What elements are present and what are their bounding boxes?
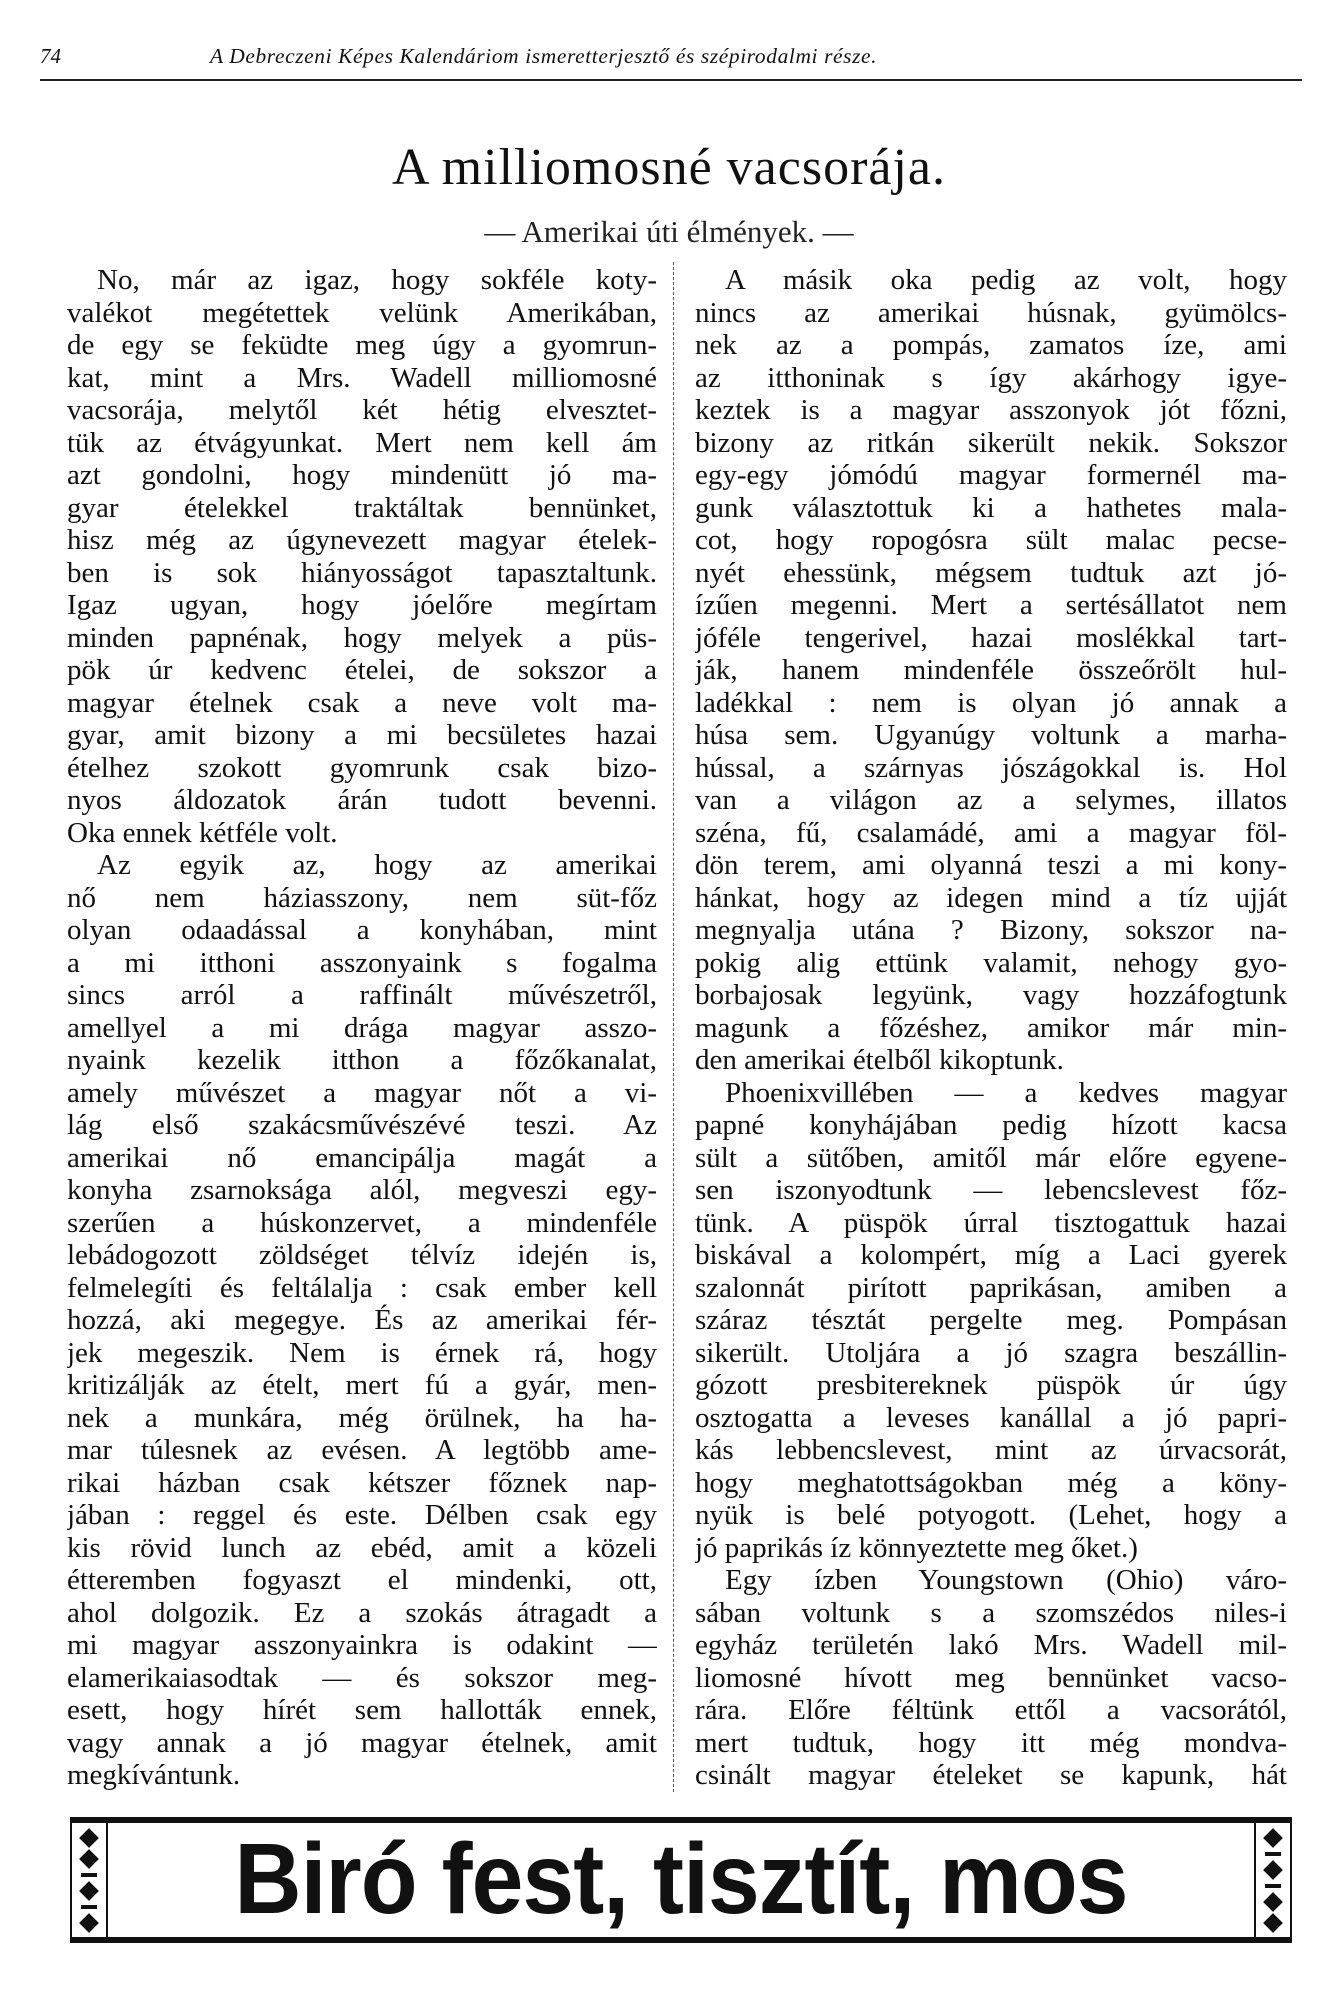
text-line: gózott presbitereknek püspök úr úgy [695,1369,1287,1401]
text-line: egyház területén lakó Mrs. Wadell mil- [695,1629,1287,1661]
text-line: Egy ízben Youngstown (Ohio) váro- [725,1564,1287,1596]
text-line: amely művészet a magyar nőt a vi- [67,1076,657,1109]
text-line: van a világon az a selymes, illatos [695,784,1287,816]
text-line: papné konyhájában pedig hízott kacsa [695,1109,1287,1141]
text-line: nyos áldozatok árán tudott bevenni. [67,784,657,816]
text-line: jóféle tengerivel, hazai moslékkal tart- [695,621,1287,654]
text-line: pokig alig ettünk valamit, nehogy gyo- [695,946,1287,979]
text-line: sült a sütőben, amitől már előre egyene- [695,1141,1287,1174]
column-divider [673,262,674,1792]
text-line: Oka ennek kétféle volt. [67,816,338,849]
text-line: Phoenixvillében — a kedves magyar [725,1076,1287,1109]
ornament-right-border [1254,1823,1292,1937]
text-line: tük az étvágyunkat. Mert nem kell ám [67,426,657,459]
text-line: ízűen megenni. Mert a sertésállatot nem [695,589,1287,621]
text-line: borbajosak legyünk, vagy hozzáfogtunk [695,979,1287,1011]
text-line: lág első szakácsművészévé teszi. Az [67,1109,657,1141]
text-line: magyar ételnek csak a neve volt ma- [67,686,657,719]
text-line: dön terem, ami olyanná teszi a mi kony- [695,849,1287,881]
text-line: keztek is a magyar asszonyok jót főzni, [695,394,1287,426]
text-line: hisz még az úgynevezett magyar ételek- [67,524,657,556]
text-line: hánkat, hogy az idegen mind a tíz ujját [695,881,1287,914]
text-line: jó paprikás íz könnyeztette meg őket.) [695,1531,1138,1564]
advertisement-banner [70,1817,1292,1943]
text-line: kis rövid lunch az ebéd, amit a közeli [67,1531,657,1564]
text-line: pök úr kedvenc ételei, de sokszor a [67,654,657,686]
text-line: nincs az amerikai húsnak, gyümölcs- [695,296,1287,329]
text-line: nek a munkára, még örülnek, ha ha- [67,1401,657,1434]
text-line: hússal, a szárnyas jószágokkal is. Hol [695,751,1287,784]
text-line: minden papnénak, hogy melyek a püs- [67,621,657,654]
text-line: kritizálják az ételt, mert fú a gyár, men- [67,1369,657,1401]
page-number: 74 [40,44,61,68]
ornament-left-border [70,1823,108,1937]
text-line: esett, hogy hírét sem hallották ennek, [67,1694,657,1726]
text-line: sikerült. Utoljára a jó szagra beszállin- [695,1336,1287,1369]
text-line: jában : reggel és este. Délben csak egy [67,1499,657,1531]
running-head: A Debreczeni Képes Kalendáriom ismeretterjesztő és szépirodalmi része. [210,44,878,68]
text-line: konyha zsarnoksága alól, megveszi egy- [67,1174,657,1206]
text-line: ételhez szokott gyomrunk csak bizo- [67,751,657,784]
text-line: ják, hanem mindenféle összeőrölt hul- [695,654,1287,686]
text-line: kat, mint a Mrs. Wadell milliomosné [67,361,657,394]
text-line: kás lebbencslevest, mint az úrvacsorát, [695,1434,1287,1466]
text-line: ahol dolgozik. Ez a szokás átragadt a [67,1596,657,1629]
text-line: bizony az ritkán sikerült nekik. Sokszor [695,426,1287,459]
text-line: den amerikai ételből kikoptunk. [695,1044,1064,1076]
text-line: No, már az igaz, hogy sokféle koty- [97,264,657,296]
text-line: lebádogozott zöldséget télvíz idején is, [67,1239,657,1271]
text-line: a mi itthoni asszonyaink s fogalma [67,946,657,979]
text-line: olyan odaadással a konyhában, mint [67,914,657,946]
text-line: gyar ételekkel traktáltak bennünket, [67,491,657,524]
text-line: szalonnát pirított paprikásan, amiben a [695,1271,1287,1304]
text-line: mar túlesnek az evésen. A legtöbb ame- [67,1434,657,1466]
text-line: nyaink kezelik itthon a főzőkanalat, [67,1044,657,1076]
text-line: de egy se feküdte meg úgy a gyomrun- [67,329,657,361]
text-line: valékot megétettek velünk Amerikában, [67,296,657,329]
text-line: felmelegíti és feltálalja : csak ember kell [67,1271,657,1304]
text-line: ladékkal : nem is olyan jó annak a [695,686,1287,719]
text-line: amellyel a mi drága magyar asszo- [67,1011,657,1044]
text-line: mert tudtuk, hogy itt még mondva- [695,1726,1287,1759]
text-line: az itthoninak s így akárhogy igye- [695,361,1287,394]
text-line: mi magyar asszonyainkra is odakint — [67,1629,657,1661]
text-line: hogy meghatottságokban még a köny- [695,1466,1287,1499]
text-line: széna, fű, csalamádé, ami a magyar föl- [695,816,1287,849]
text-line: száraz tésztát pergelte meg. Pompásan [695,1304,1287,1336]
text-line: jek megeszik. Nem is érnek rá, hogy [67,1336,657,1369]
left-column [67,264,657,1792]
text-line: gyar, amit bizony a mi becsületes hazai [67,719,657,751]
text-line: tünk. A püspök úrral tisztogattuk hazai [695,1206,1287,1239]
text-line: amerikai nő emancipálja magát a [67,1141,657,1174]
text-line: gunk választottuk ki a hathetes mala- [695,491,1287,524]
right-column [695,264,1287,1792]
article-subtitle: — Amerikai úti élmények. — [484,214,854,249]
text-line: nyük is belé potyogott. (Lehet, hogy a [695,1499,1287,1531]
text-line: rára. Előre féltünk ettől a vacsorától, [695,1694,1287,1726]
text-line: sen iszonyodtunk — lebencslevest főz- [695,1174,1287,1206]
text-line: A másik oka pedig az volt, hogy [725,264,1287,296]
text-line: hozzá, aki megegye. És az amerikai fér- [67,1304,657,1336]
text-line: magunk a főzéshez, amikor már min- [695,1011,1287,1044]
text-line: egy-egy jómódú magyar formernél ma- [695,459,1287,491]
text-line: cot, hogy ropogósra sült malac pecse- [695,524,1287,556]
text-line: elamerikaiasodtak — és sokszor meg- [67,1661,657,1694]
text-line: liomosné hívott meg bennünket vacso- [695,1661,1287,1694]
text-line: sában voltunk s a szomszédos niles-i [695,1596,1287,1629]
text-line: azt gondolni, hogy mindenütt jó ma- [67,459,657,491]
text-line: megnyalja utána ? Bizony, sokszor na- [695,914,1287,946]
text-line: megkívántunk. [67,1759,241,1791]
text-line: nő nem háziasszony, nem süt-főz [67,881,657,914]
advertisement-text: Biró fest, tisztít, mos [234,1823,1128,1935]
text-line: Az egyik az, hogy az amerikai [97,849,657,881]
text-line: csinált magyar ételeket se kapunk, hát [695,1759,1287,1791]
text-line: biskával a kolompért, míg a Laci gyerek [695,1239,1287,1271]
text-line: vacsorája, melytől két hétig elvesztet- [67,394,657,426]
header-rule [40,79,1302,81]
text-line: ben is sok hiányosságot tapasztaltunk. [67,556,657,589]
article-title: A milliomosné vacsorája. [391,139,946,196]
text-line: nyét ehessünk, mégsem tudtuk azt jó- [695,556,1287,589]
text-line: rikai házban csak kétszer főznek nap- [67,1466,657,1499]
text-line: szerűen a húskonzervet, a mindenféle [67,1206,657,1239]
text-line: vagy annak a jó magyar ételnek, amit [67,1726,657,1759]
text-line: sincs arról a raffinált művészetről, [67,979,657,1011]
text-line: osztogatta a leveses kanállal a jó papri- [695,1401,1287,1434]
text-line: Igaz ugyan, hogy jóelőre megírtam [67,589,657,621]
text-line: étteremben fogyaszt el mindenki, ott, [67,1564,657,1596]
text-line: húsa sem. Ugyanúgy voltunk a marha- [695,719,1287,751]
text-line: nek az a pompás, zamatos íze, ami [695,329,1287,361]
